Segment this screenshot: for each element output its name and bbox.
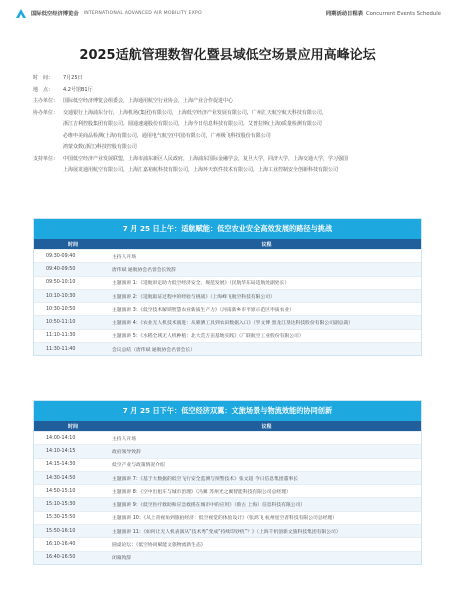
time-row <box>33 72 433 84</box>
place-label: 地 点： <box>33 86 54 93</box>
agenda-cell: 圆桌论坛：《低空协同赋能文旅物流新生态》 <box>112 543 206 549</box>
time-cell: 15:10-15:30 <box>46 502 76 508</box>
agenda-cell: 主题演讲 9：《低空医疗救助和应急救援在城市中的应用》（蔡古 上海）信息科技有限公司） <box>112 503 306 509</box>
agenda-column-header: 议程 <box>261 241 272 248</box>
table-row <box>34 342 421 355</box>
host-value: 国际低空经济博览会组委会，上海通用航空行业协会，上海产业合作促进中心 <box>63 98 234 105</box>
agenda-cell: 政府领导致辞 <box>112 449 141 455</box>
co-organizer-line: 浙江吉利控股集团有限公司，圆通速递股份有限公司，上海今日信息科技有限公司，艾普拉斯(上海)质量检测有限公司 <box>63 121 322 128</box>
expo-logo-icon <box>16 9 26 18</box>
host-row <box>33 95 433 107</box>
table-row <box>34 471 421 484</box>
table-row <box>34 289 421 302</box>
place-row <box>33 84 433 96</box>
agenda-cell: 唐伟斌 通航协会名誉会长致辞 <box>112 267 176 273</box>
schedule-label <box>326 9 441 17</box>
table-row <box>34 484 421 497</box>
time-value: 7月25日 <box>63 75 83 82</box>
time-cell: 14:30-14:50 <box>46 475 76 481</box>
agenda-cell: 主持人开场 <box>112 254 136 260</box>
agenda-cell: 主题演讲 1：《适航审定助力低空经济安全、规范发展》（民航华东局适航处副处长） <box>112 281 290 287</box>
agenda-cell: 主题演讲 8：《空中出租车与城市治理》（冯翼 苏州光之翼智能科技有限公司总经理） <box>112 489 291 495</box>
schedule-label-cn: 同期活动日程表 <box>325 11 363 17</box>
agenda-cell: 主题演讲 7：《基于大数据的低空飞行安全监测与预警技术》张文超 今日信息集团董事长 <box>112 476 298 482</box>
time-label: 时 间： <box>33 75 54 82</box>
table-row <box>34 524 421 537</box>
time-cell: 14:00-14:10 <box>46 435 76 441</box>
afternoon-section-header: 7 月 25 日下午：低空经济双翼：文旅场景与物流效能的协同创新 <box>34 401 421 421</box>
agenda-column-header: 议程 <box>261 423 272 430</box>
afternoon-agenda <box>33 400 422 565</box>
table-row <box>34 276 421 289</box>
table-row <box>34 315 421 328</box>
supporter-line: 上海展龙通用航空有限公司，上海汇嘉裕航科技有限公司，上海环天软件技术有限公司，上海工业控制安全创新科技有限公司 <box>63 167 339 174</box>
table-row <box>34 329 421 342</box>
time-cell: 16:40-16:50 <box>46 555 76 561</box>
agenda-cell: 主题演讲 11：《如何让无人机表演从“技术秀”变成“持续印钞机”？》（上海千机创新文旅科技集团有限公司） <box>112 529 341 535</box>
agenda-cell: 主题演讲 3：《低空技术解锁智慧农业新质生产力》（河南新乡市平原示范区申质农业） <box>112 307 295 313</box>
time-column-header: 时间 <box>67 241 78 248</box>
agenda-cell: 会议总结（唐伟斌 通航协会名誉会长） <box>112 347 196 353</box>
time-cell: 14:10-14:15 <box>46 448 76 454</box>
time-cell: 10:30-10:50 <box>46 306 76 312</box>
table-row <box>34 249 421 262</box>
time-cell: 11:10-11:30 <box>46 333 76 339</box>
brand-name-en: INTERNATIONAL ADVANCED AIR MOBILITY EXPO <box>83 10 202 16</box>
time-cell: 09:30-09:40 <box>46 253 76 259</box>
co-organizer-line: 交通银行上海浦东分行，上海机场(集团)有限公司，上海低空经济产业发展有限公司，广州汇天航空航天科技有限公司， <box>63 109 327 116</box>
time-cell: 15:30-15:50 <box>46 515 76 521</box>
table-row <box>34 497 421 510</box>
agenda-cell: 低空产业与政策情况介绍 <box>112 463 165 469</box>
page-title: 2025适航管理数智化暨县域低空场景应用高峰论坛 <box>79 48 376 63</box>
morning-rows <box>34 249 421 355</box>
schedule-label-en: Concurrent Events Schedule <box>365 11 441 17</box>
time-column-header: 时间 <box>67 423 78 430</box>
afternoon-column-header <box>34 421 421 431</box>
agenda-cell: 闭幕致辞 <box>112 556 132 562</box>
agenda-cell: 主题演讲 4：《农业无人机技术演进：从喷洒工具到农田数据入口》（罗文博 黑龙江垦达科技股份有限公司副总裁） <box>112 321 354 327</box>
time-cell: 10:10-10:30 <box>46 293 76 299</box>
table-row <box>34 551 421 564</box>
place-value: 4.2号馆B1厅 <box>63 86 93 93</box>
time-cell: 14:15-14:30 <box>46 462 76 468</box>
table-row <box>34 431 421 444</box>
table-row <box>34 511 421 524</box>
brand-name-cn: 国际低空经济博览会 <box>31 11 79 17</box>
time-cell: 15:50-16:10 <box>46 528 76 534</box>
agenda-cell: 主题演讲 10：《从上帝视角到旅拍经济：低空视觉的体验设计》（张鸿飞 杭州星空者科技有限公司总经理） <box>112 516 338 522</box>
table-row <box>34 444 421 457</box>
time-cell: 14:50-15:10 <box>46 488 76 494</box>
time-cell: 10:50-11:10 <box>46 320 76 326</box>
morning-agenda <box>33 218 422 356</box>
time-cell: 09:40-09:50 <box>46 266 76 272</box>
afternoon-rows <box>34 431 421 564</box>
time-cell: 16:10-16:40 <box>46 542 76 548</box>
time-cell: 09:50-10:10 <box>46 280 76 286</box>
event-info <box>33 72 433 176</box>
co-organizer-line: 必维申美商品检测(上海)有限公司，通用电气航空(中国)有限公司，广州极飞科技股份有限公司 <box>63 132 271 139</box>
agenda-cell: 主题演讲 5：《水稻全域无人机种植：北大荒万亩基地实践》（广联航空工业股份有限公司） <box>112 334 304 340</box>
agenda-cell: 主题演讲 2：《适航取证过程中的经验与挑战》（上海峰飞航空科技有限公司） <box>112 294 275 300</box>
co-organizer-label: 协办单位： <box>33 109 59 116</box>
supporter-line: 中国低空经济产业发展联盟，上海市浦东新区人民政府，上海浦东国际金融学会，复旦大学，同济大学，上海交通大学，学习强国 <box>63 155 349 162</box>
table-row <box>34 458 421 471</box>
expo-brand <box>16 9 202 18</box>
co-organizer-line: 鸿蒙众数(浙江)科技控股有限公司 <box>63 144 137 151</box>
table-row <box>34 302 421 315</box>
supporter-label: 支持单位： <box>33 155 59 162</box>
supporter-row <box>33 153 433 165</box>
table-row <box>34 262 421 275</box>
table-row <box>34 537 421 550</box>
co-organizer-row <box>33 107 433 119</box>
agenda-cell: 主持人开场 <box>112 436 136 442</box>
morning-section-header: 7 月 25 日上午：适航赋能：低空农业安全高效发展的路径与挑战 <box>34 219 421 239</box>
morning-column-header <box>34 239 421 249</box>
host-label: 主办单位： <box>33 98 59 105</box>
time-cell: 11:30-11:40 <box>46 346 76 352</box>
top-bar <box>0 0 455 26</box>
